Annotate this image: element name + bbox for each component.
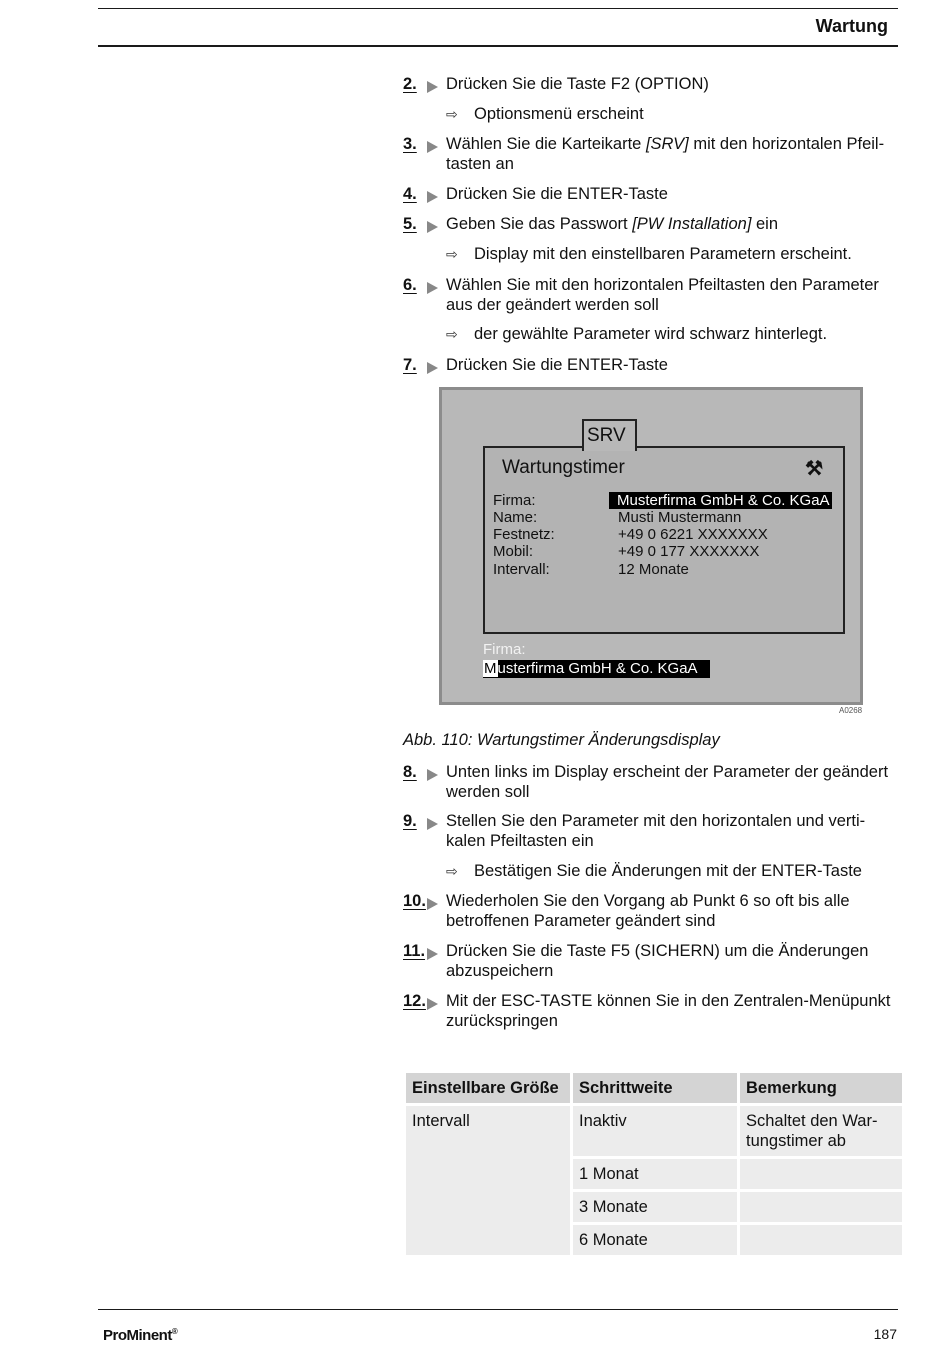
step-arrow-icon: [427, 282, 438, 294]
srv-tab-reference: [SRV]: [645, 135, 689, 153]
step-arrow-icon: [427, 221, 438, 233]
field-firma: [493, 492, 838, 509]
step-7: [403, 355, 898, 375]
table-cell: [740, 1225, 902, 1255]
column-header: Einstellbare Größe: [406, 1073, 570, 1103]
step-arrow-icon: [427, 818, 438, 830]
step-9-result: [446, 861, 896, 881]
column-header: Bemerkung: [740, 1073, 902, 1103]
step-text: Wiederholen Sie den Vorgang ab Punkt 6 so oft bis alle betroffenen Parameter geändert sind: [446, 892, 850, 930]
table-cell: 3 Monate: [573, 1192, 737, 1222]
step-text: Drücken Sie die Taste F2 (OPTION): [446, 75, 709, 93]
step-arrow-icon: [427, 81, 438, 93]
step-number: 8.: [403, 763, 417, 781]
step-8: [403, 762, 898, 802]
step-text: Drücken Sie die Taste F5 (SICHERN) um die Änderungen abzuspeichern: [446, 942, 869, 980]
step-number: 9.: [403, 812, 417, 830]
display-figure: [439, 387, 863, 705]
step-number: 2.: [403, 75, 417, 93]
table-cell: 6 Monate: [573, 1225, 737, 1255]
parameter-table: [403, 1070, 905, 1258]
step-number: 4.: [403, 185, 417, 203]
footer-rule: [98, 1309, 898, 1310]
table-row: [406, 1106, 902, 1156]
step-text: Unten links im Display erscheint der Parameter der geändert werden soll: [446, 763, 889, 801]
edit-field-label: Firma:: [483, 641, 526, 658]
step-arrow-icon: [427, 898, 438, 910]
edit-cursor: M: [484, 660, 497, 677]
result-text: Display mit den einstellbaren Parametern erscheint.: [474, 245, 852, 263]
step-6-result: [446, 324, 896, 344]
step-5: [403, 214, 898, 234]
column-header: Schrittweite: [573, 1073, 737, 1103]
step-text: Drücken Sie die ENTER-Taste: [446, 356, 668, 374]
field-label: Intervall:: [493, 561, 550, 578]
step-text: Drücken Sie die ENTER-Taste: [446, 185, 668, 203]
edit-field-value: [483, 660, 710, 678]
step-arrow-icon: [427, 948, 438, 960]
display-panel: [483, 446, 845, 634]
table-cell: 1 Monat: [573, 1159, 737, 1189]
figure-id: A0268: [839, 706, 863, 715]
srv-tab: SRV: [582, 419, 637, 451]
result-arrow-icon: ⇨: [446, 246, 458, 262]
step-10: [403, 891, 898, 931]
step-arrow-icon: [427, 769, 438, 781]
figure-caption: Abb. 110: Wartungstimer Änderungsdisplay: [403, 731, 720, 749]
table-cell: [740, 1159, 902, 1189]
step-arrow-icon: [427, 998, 438, 1010]
field-label: Mobil:: [493, 543, 534, 560]
result-arrow-icon: ⇨: [446, 863, 458, 879]
field-mobil: [493, 543, 838, 560]
field-intervall: [493, 561, 838, 578]
field-label: Firma:: [493, 492, 536, 509]
page-header-title: Wartung: [815, 16, 888, 36]
page-number: 187: [873, 1326, 897, 1342]
step-text: Wählen Sie mit den horizontalen Pfeiltasten den Parameter aus der geändert werden soll: [446, 276, 879, 314]
step-number: 3.: [403, 135, 417, 153]
table-cell: [740, 1192, 902, 1222]
step-6: [403, 275, 898, 315]
table-cell: Inaktiv: [573, 1106, 737, 1156]
display-title: Wartungstimer: [502, 457, 625, 478]
result-text: der gewählte Parameter wird schwarz hinterlegt.: [474, 325, 828, 343]
step-number: 12.: [403, 992, 426, 1010]
step-number: 10.: [403, 892, 426, 910]
header-rule-bottom: [98, 45, 898, 47]
field-value-selected: Musterfirma GmbH & Co. KGaA: [609, 492, 832, 509]
step-number: 11.: [403, 942, 426, 960]
table-cell-parameter: Intervall: [406, 1106, 570, 1255]
password-reference: [PW Installation]: [632, 215, 752, 233]
step-text: Mit der ESC-TASTE können Sie in den Zentralen-Menüpunkt zurückspringen: [446, 992, 891, 1030]
field-label: Festnetz:: [493, 526, 555, 543]
step-text: Geben Sie das Passwort [PW Installation] ein: [446, 215, 779, 233]
field-value: 12 Monate: [618, 561, 689, 578]
step-number: 6.: [403, 276, 417, 294]
step-2-result: [446, 104, 896, 124]
result-text: Optionsmenü erscheint: [474, 105, 644, 123]
field-label: Name:: [493, 509, 538, 526]
step-11: [403, 941, 898, 981]
step-12: [403, 991, 898, 1031]
step-5-result: [446, 244, 896, 264]
step-3: [403, 134, 898, 174]
table-header-row: [406, 1073, 902, 1103]
step-arrow-icon: [427, 191, 438, 203]
brand-logo: ProMinent®: [103, 1327, 178, 1344]
step-text: Wählen Sie die Karteikarte [SRV] mit den horizontalen Pfeil-tasten an: [446, 135, 885, 173]
field-value: +49 0 6221 XXXXXXX: [618, 526, 768, 543]
step-text: Stellen Sie den Parameter mit den horizontalen und verti-kalen Pfeiltasten ein: [446, 812, 866, 850]
result-arrow-icon: ⇨: [446, 326, 458, 342]
edit-value-text: usterfirma GmbH & Co. KGaA: [497, 660, 698, 677]
step-number: 7.: [403, 356, 417, 374]
step-number: 5.: [403, 215, 417, 233]
result-text: Bestätigen Sie die Änderungen mit der ENTER-Taste: [474, 862, 862, 880]
field-value: Musti Mustermann: [618, 509, 742, 526]
table-cell: Schaltet den War-tungstimer ab: [740, 1106, 902, 1156]
field-value: +49 0 177 XXXXXXX: [618, 543, 760, 560]
step-4: [403, 184, 898, 204]
step-arrow-icon: [427, 362, 438, 374]
step-arrow-icon: [427, 141, 438, 153]
header-rule-top: [98, 8, 898, 9]
result-arrow-icon: ⇨: [446, 106, 458, 122]
field-name: [493, 509, 838, 526]
step-9: [403, 811, 898, 851]
tools-icon: ⚒: [805, 458, 823, 480]
step-2: [403, 74, 898, 94]
field-festnetz: [493, 526, 838, 543]
